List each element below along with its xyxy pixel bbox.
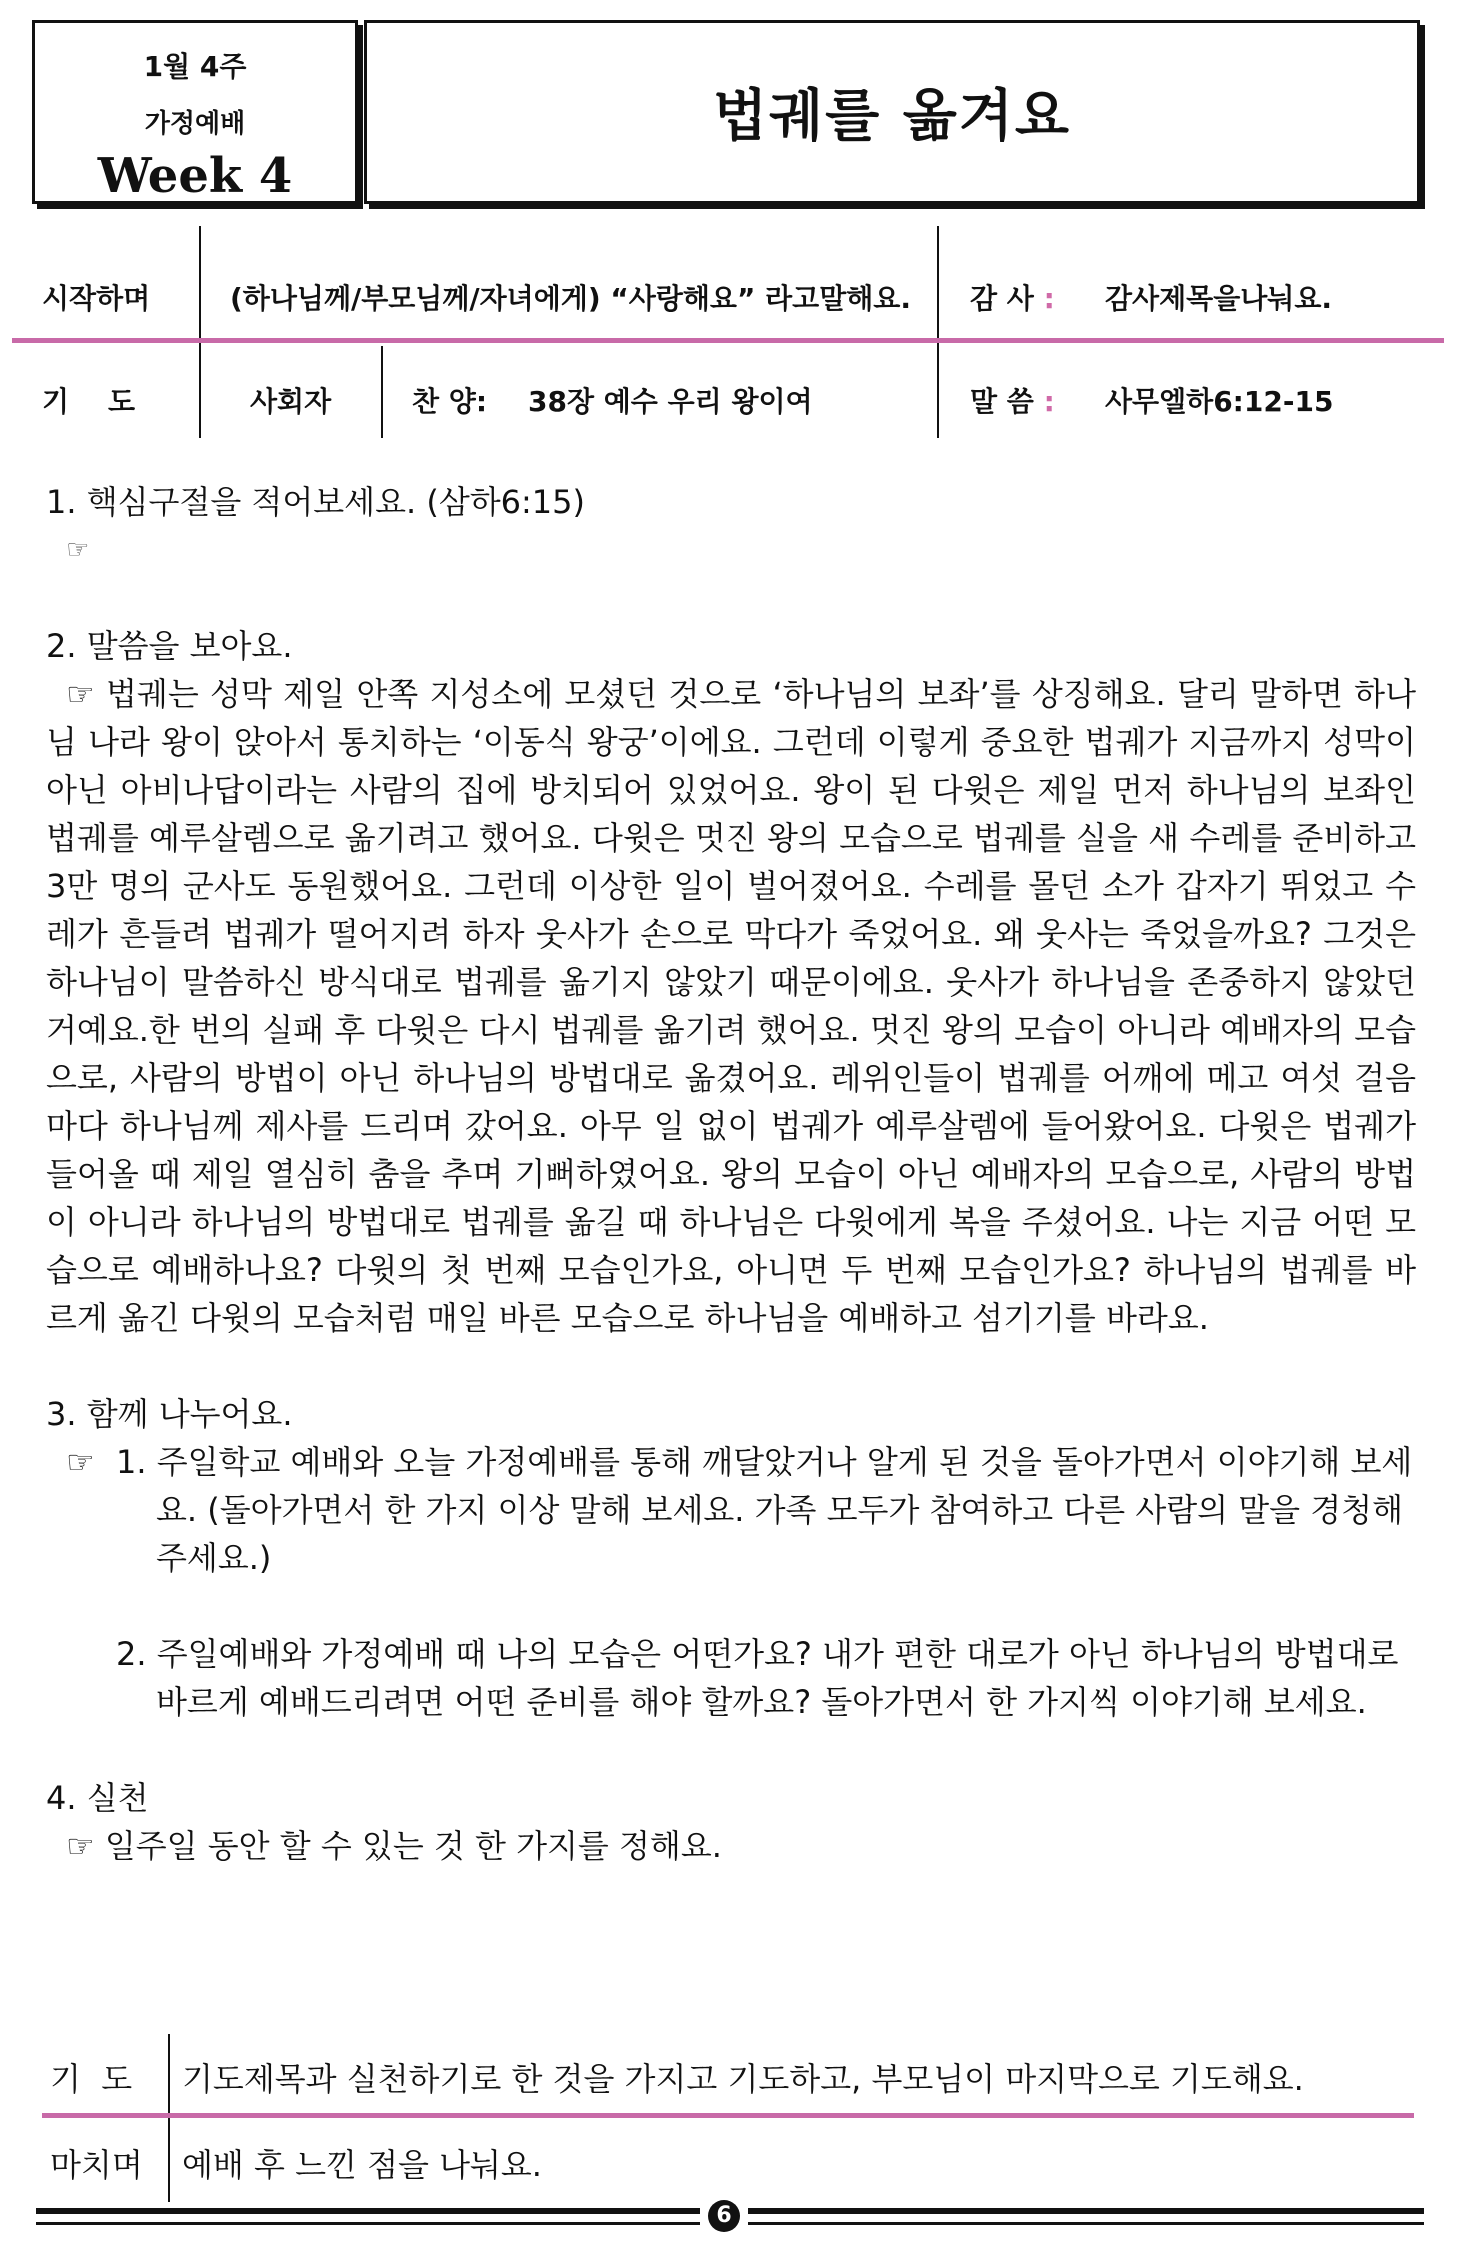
footer-rule (748, 2208, 1424, 2214)
start-text: (하나님께/부모님께/자녀에게) “사랑해요” 라고말해요. (230, 282, 911, 315)
pink-divider (12, 338, 1444, 343)
worship-body (46, 478, 1416, 1870)
pointing-hand-icon: ☞ (66, 1443, 95, 1481)
footer-rule (36, 2222, 700, 2225)
question-1-text: 1. 주일학교 예배와 오늘 가정예배를 통해 깨달았거나 알게 된 것을 돌아가면서 이야기해 보세요. (돌아가면서 한 가지 이상 말해 보세요. 가족 모두가 참여하고 다른 사람의 말을 경청해 주세요.) (116, 1443, 1413, 1577)
pointing-hand-icon: ☞ (66, 1827, 95, 1865)
section-2-title: 2. 말씀을 보아요. (46, 627, 293, 665)
pointing-hand-icon: ☞ (66, 675, 95, 713)
closing-end-text: 예배 후 느낀 점을 나눠요. (182, 2146, 542, 2184)
section-2-text: 법궤는 성막 제일 안쪽 지성소에 모셨던 것으로 ‘하나님의 보좌’를 상징해요. 달리 말하면 하나님 나라 왕이 앉아서 통치하는 ‘이동식 왕궁’이에요. 그런데 이렇게 중요한 법궤가 지금까지 성막이 아닌 아비나답이라는 사람의 집에 방치되어 있었어요. 왕이 된 다윗은 제일 먼저 하나님의 보좌인 법궤를 예루살렘으로 옮기려고 했어요. 다윗은 멋진 왕의 모습으로 법궤를 실을 새 수레를 준비하고 3만 명의 군사도 동원했어요. 그런데 이상한 일이 벌어졌어요. 수레를 몰던 소가 갑자기 뛰었고 수레가 흔들려 법궤가 떨어지려 하자 웃사가 손으로 막다가 죽었어요. 왜 웃사는 죽었을까요? 그것은 하나님이 말씀하신 방식대로 법궤를 옮기지 않았기 때문이에요. 웃사가 하나님을 존중하지 않았던 거예요.한 번의 실패 후 다윗은 다시 법궤를 옮기려 했어요. 멋진 왕의 모습이 아니라 예배자의 모습으로, 사람의 방법이 아닌 하나님의 방법대로 옮겼어요. 레위인들이 법궤를 어깨에 메고 여섯 걸음마다 하나님께 제사를 드리며 갔어요. 아무 일 없이 법궤가 예루살렘에 들어왔어요. 다윗은 법궤가 들어올 때 제일 열심히 춤을 추며 기뻐하였어요. 왕의 모습이 아닌 예배자의 모습으로, 사람의 방법이 아니라 하나님의 방법대로 법궤를 옮길 때 하나님은 다윗에게 복을 주셨어요. 나는 지금 어떤 모습으로 예배하나요? 다윗의 첫 번째 모습인가요, 아니면 두 번째 모습인가요? 하나님의 법궤를 바르게 옮긴 다윗의 모습처럼 매일 바른 모습으로 하나님을 예배하고 섬기기를 바라요. (46, 675, 1416, 1337)
section-4-text: 일주일 동안 할 수 있는 것 한 가지를 정해요. (104, 1827, 722, 1865)
thanks-label-cell (970, 277, 1055, 317)
word-text: 사무엘하6:12-15 (1105, 385, 1334, 418)
week-label-box (32, 20, 358, 204)
section-4-row (46, 1822, 1416, 1870)
closing-end-label: 마치며 (50, 2146, 143, 2184)
section-2-paragraph (46, 670, 1416, 1342)
hymn-text: 38장 예수 우리 왕이여 (528, 385, 813, 418)
page-number: 6 (708, 2200, 740, 2232)
start-label: 시작하며 (42, 282, 151, 315)
question-2 (46, 1630, 1416, 1726)
footer-rule (748, 2222, 1424, 2225)
page-title: 법궤를 옮겨요 (712, 84, 1072, 149)
thanks-text: 감사제목을나눠요. (1105, 282, 1333, 315)
section-1-title: 1. 핵심구절을 적어보세요. (삼하6:15) (46, 483, 585, 521)
leader-label: 사회자 (250, 385, 332, 418)
closing-prayer-label: 기 도 (50, 2060, 133, 2098)
week-line: 1월 4주 (143, 50, 247, 83)
question-2-text: 2. 주일예배와 가정예배 때 나의 모습은 어떤가요? 내가 편한 대로가 아닌 하나님의 방법대로 바르게 예배드리려면 어떤 준비를 해야 할까요? 돌아가면서 한 가지씩 이야기해 보세요. (116, 1635, 1399, 1721)
section-3-title: 3. 함께 나누어요. (46, 1395, 293, 1433)
word-label-cell (970, 380, 1055, 420)
worship-kind: 가정예배 (144, 109, 246, 139)
hymn-label: 찬 양: (412, 385, 488, 418)
title-box (364, 20, 1420, 204)
word-colon: : (1043, 385, 1055, 418)
week-english: Week 4 (97, 148, 293, 204)
divider (199, 226, 201, 438)
thanks-label: 감 사 (970, 282, 1034, 315)
divider (168, 2034, 170, 2202)
prayer-label: 기 도 (42, 385, 136, 418)
pointing-hand-icon: ☞ (66, 535, 90, 565)
question-1 (46, 1438, 1416, 1582)
thanks-colon: : (1043, 282, 1055, 315)
footer-rule (36, 2208, 700, 2214)
divider (937, 226, 939, 438)
closing-prayer-text: 기도제목과 실천하기로 한 것을 가지고 기도하고, 부모님이 마지막으로 기도해요. (182, 2060, 1304, 2098)
pink-divider (42, 2113, 1414, 2118)
word-label: 말 씀 (970, 385, 1034, 418)
section-4-title: 4. 실천 (46, 1779, 149, 1817)
divider (381, 346, 383, 438)
